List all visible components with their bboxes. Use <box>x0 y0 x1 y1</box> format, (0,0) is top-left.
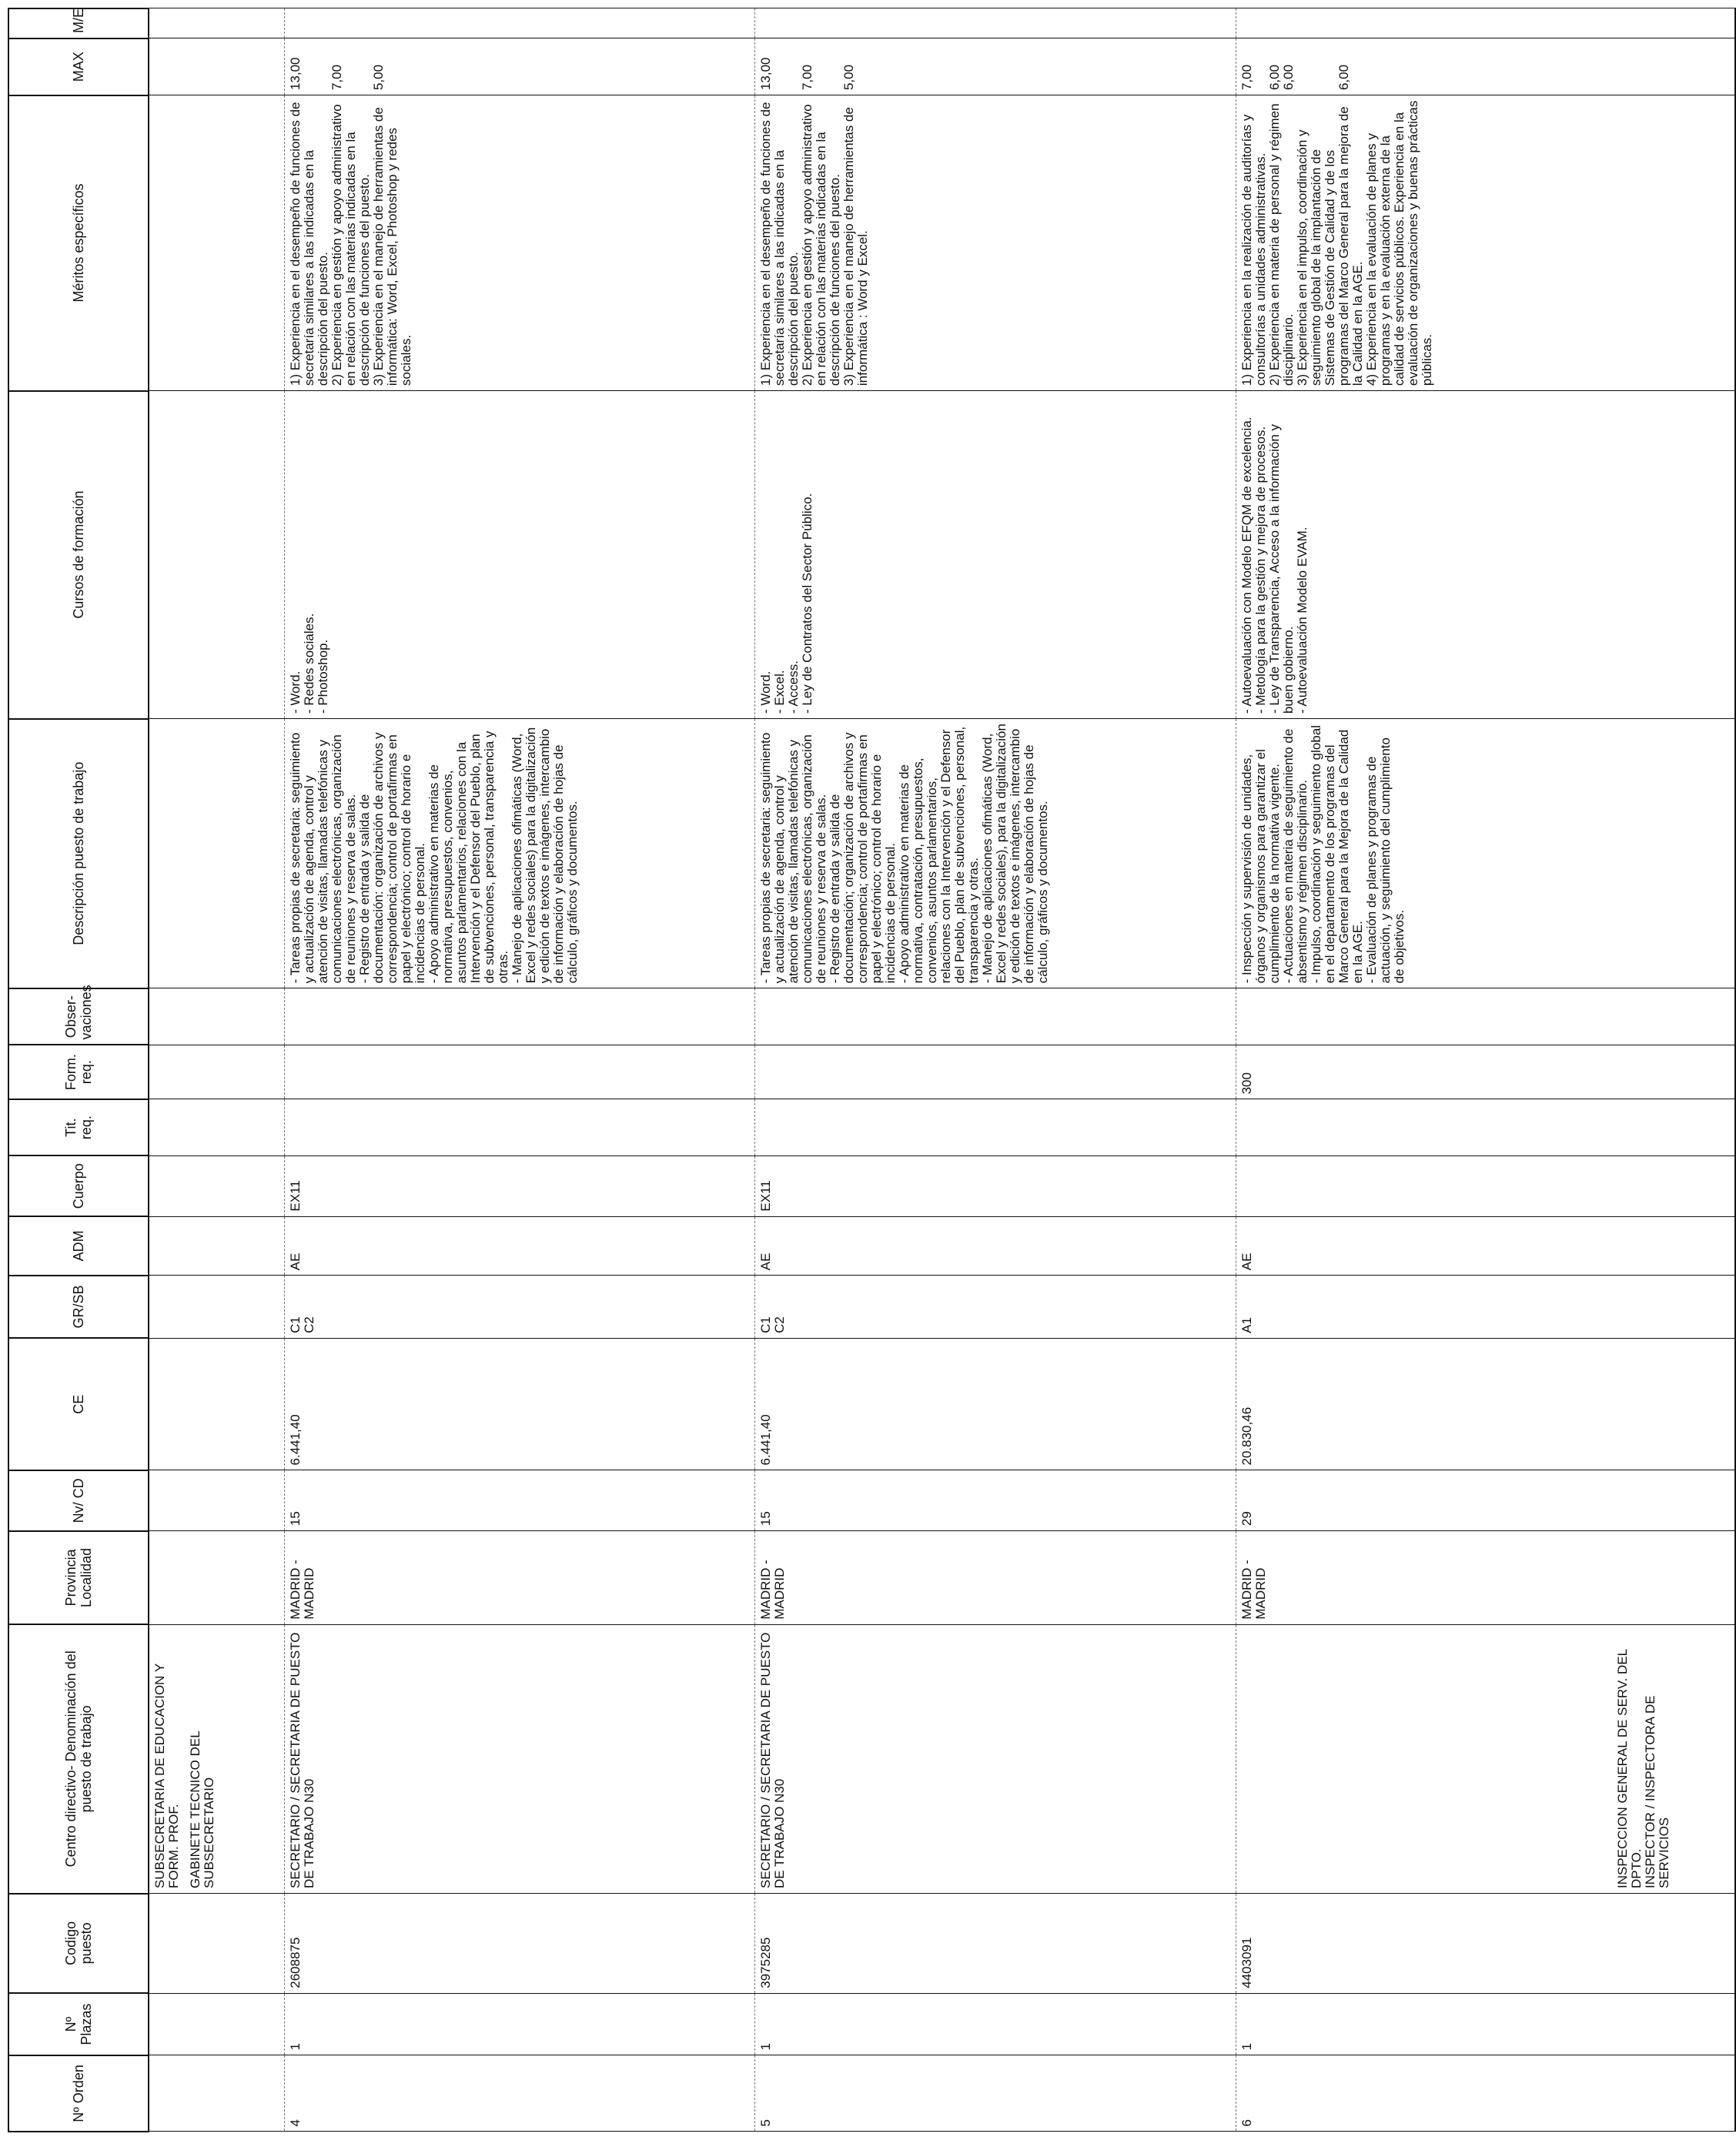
curso-item: - Redes sociales. <box>301 613 316 714</box>
table-row <box>1236 8 1735 2132</box>
cell-cuerpo: EX11 <box>284 1155 754 1216</box>
cell-codigo: 3975285 <box>754 1894 1236 1994</box>
header-obs: Obser- vaciones <box>8 988 149 1045</box>
header-cuerpo: Cuerpo <box>8 1155 149 1216</box>
max-value: 5,00 <box>370 64 386 91</box>
header-meritos: Méritos específicos <box>8 95 149 391</box>
descripcion-item: - Manejo de aplicaciones ofimáticas (Word, Excel y redes sociales) para la digitalización y edición de textos e imágenes, intercambio de información y elaboración de hojas de cálculo, gráficos y documentos. <box>509 727 580 984</box>
cell-max <box>284 38 754 95</box>
cell-max <box>1236 38 1735 95</box>
cell-tit <box>1236 1099 1735 1156</box>
cell-grsb <box>754 1276 1236 1339</box>
merito-item: 1) Experiencia en la realización de auditorías y consultorías a unidades administrativas. <box>1239 114 1268 386</box>
header-form: Form. req. <box>8 1045 149 1099</box>
group-centro-2: GABINETE TECNICO DEL SUBSECRETARIO <box>188 1731 216 1889</box>
cell-empty <box>149 1155 284 1216</box>
merito-item: 3) Experiencia en el manejo de herramientas de informática : Word y Excel. <box>841 107 870 386</box>
cell-adm: AE <box>284 1216 754 1276</box>
cell-empty <box>149 1470 284 1531</box>
curso-item: - Ley de Contratos del Sector Público. <box>799 493 814 714</box>
cell-obs <box>1236 988 1735 1045</box>
cell-empty <box>149 8 284 38</box>
cell-descripcion <box>754 719 1236 988</box>
header-max: MAX <box>8 38 149 95</box>
cell-ce: 6.441,40 <box>284 1338 754 1470</box>
cell-centro <box>754 1624 1236 1893</box>
cell-plazas: 1 <box>1236 1993 1735 2055</box>
cell-empty <box>149 1045 284 1099</box>
cell-adm: AE <box>754 1216 1236 1276</box>
cell-obs <box>754 988 1236 1045</box>
cell-cursos <box>284 391 754 719</box>
curso-item: - Access. <box>785 660 801 714</box>
cell-form <box>284 1045 754 1099</box>
descripcion-item: - Manejo de aplicaciones ofimáticas (Word, Excel y redes sociales), para la digitalización y edición de textos e imágenes, intercambio de información y elaboración de hojas de cálculo, gráficos y documentos. <box>979 724 1050 984</box>
cell-empty <box>149 95 284 391</box>
cell-plazas: 1 <box>284 1993 754 2055</box>
cell-empty <box>149 1894 284 1994</box>
cell-nivel: 15 <box>754 1470 1236 1531</box>
cell-subgrupo: C2 <box>301 1316 316 1333</box>
merito-item: 1) Experiencia en el desempeño de funciones de secretaría similares a las indicadas en la descripción del puesto. <box>758 102 801 386</box>
group-centro-cell <box>149 1624 284 1893</box>
descripcion-item: - Impulso, coordinación y seguimiento global en el departamento de los programas del Marco General para la Mejora de la Calidad en la AGE. <box>1308 724 1365 984</box>
cell-form <box>754 1045 1236 1099</box>
cell-grupo: A1 <box>1239 1317 1254 1333</box>
cell-grupo: C1 <box>287 1316 303 1333</box>
max-value: 5,00 <box>841 64 856 91</box>
cell-codigo: 4403091 <box>1236 1894 1735 1994</box>
cell-max <box>754 38 1236 95</box>
max-value: 13,00 <box>287 57 303 91</box>
merito-item: 2) Experiencia en materia de personal y régimen disciplinario. <box>1266 103 1296 386</box>
cell-obs <box>284 988 754 1045</box>
header-provincia: Provincia Localidad <box>8 1531 149 1625</box>
cell-orden: 4 <box>284 2055 754 2132</box>
cell-tit <box>754 1099 1236 1156</box>
header-plazas: Nº Plazas <box>8 1993 149 2055</box>
cell-subgrupo: C2 <box>771 1316 787 1333</box>
cell-cuerpo <box>1236 1155 1735 1216</box>
max-value: 13,00 <box>758 57 773 91</box>
header-ce: CE <box>8 1338 149 1470</box>
cell-adm: AE <box>1236 1216 1735 1276</box>
descripcion-item: - Evaluación de planes y programas de actuación, y seguimiento del cumplimiento de objetivos. <box>1363 737 1407 984</box>
group-centro-1: SUBSECRETARIA DE EDUCACION Y FORM. PROF. <box>152 1664 181 1889</box>
cell-denominacion: SECRETARIO / SECRETARIA DE PUESTO DE TRABAJO N30 <box>758 1632 787 1889</box>
cell-orden: 6 <box>1236 2055 1735 2132</box>
curso-item: - Ley de Transparencia, Acceso a la información y buen gobierno. <box>1266 423 1296 714</box>
merito-item: 2) Experiencia en gestión y apoyo administrativo en relación con las materias indicadas en la descripción de funciones del puesto. <box>799 104 842 386</box>
merito-item: 3) Experiencia en el impulso, coordinación y seguimiento global de la implantación de Sistemas de Gestión de Calidad y de los programas del Marco General para la mejora de la Calidad en la AGE. <box>1294 106 1365 386</box>
header-cursos: Cursos de formación <box>8 391 149 719</box>
descripcion-item: - Apoyo administrativo en materias de normativa, presupuestos, convenios, asuntos parlamentarios, relaciones con la Intervención y el Defensor del Pueblo, plan de subvenciones, personal, transparencia y otras. <box>426 731 510 984</box>
cell-empty <box>149 719 284 988</box>
descripcion-item: - Tareas propias de secretaria: seguimiento y actualización de agenda, control y atención de visitas, llamadas telefónicas y comunicaciones electrónicas, organización de reuniones y reserva de salas. <box>287 732 358 984</box>
cell-descripcion <box>284 719 754 988</box>
cell-empty <box>149 391 284 719</box>
header-adm: ADM <box>8 1216 149 1276</box>
max-value: 6,00 <box>1266 64 1282 91</box>
descripcion-item: - Registro de entrada y salida de documentación; organización de archivos y correspondencia; control de portafirmas en papel y electrónico; control de horario e incidencias de personal. <box>827 732 898 984</box>
cell-meritos <box>1236 95 1735 391</box>
cell-form: 300 <box>1236 1045 1735 1099</box>
header-orden: Nº Orden <box>8 2055 149 2132</box>
merito-item: 4) Experiencia en la evaluación de planes y programas y en la evaluación externa de la calidad de servicios públicos. Experiencia en la evaluación de organizaciones y buenas prácticas públicas. <box>1363 100 1434 386</box>
cell-centro <box>284 1624 754 1893</box>
cell-provincia: MADRID - MADRID <box>284 1531 754 1625</box>
header-descripcion: Descripción puesto de trabajo <box>8 719 149 988</box>
max-value: 7,00 <box>329 64 344 91</box>
descripcion-item: - Inspección y supervisión de unidades, órganos y organismos para garantizar el cumplimiento de la normativa vigente. <box>1239 749 1282 984</box>
cell-ce: 20.830,46 <box>1236 1338 1735 1470</box>
header-codigo: Codigo puesto <box>8 1894 149 1994</box>
cell-plazas: 1 <box>754 1993 1236 2055</box>
cell-me <box>284 8 754 38</box>
cell-empty <box>149 1099 284 1156</box>
max-value: 6,00 <box>1280 64 1296 91</box>
header-me: M/E <box>8 8 149 38</box>
cell-centro-directivo: INSPECCION GENERAL DE SERV. DEL DPTO. <box>1614 1649 1644 1889</box>
cell-ce: 6.441,40 <box>754 1338 1236 1470</box>
curso-item: - Word. <box>758 671 773 714</box>
cell-empty <box>149 1338 284 1470</box>
cell-empty <box>149 1531 284 1625</box>
table-row <box>284 8 754 2132</box>
descripcion-item: - Apoyo administrativo en materias de normativa, contratación, presupuestos, convenios, asuntos parlamentarios, relaciones con la Intervención y el Defensor del Pueblo, plan de subvenciones, personal, transparencia y otras. <box>896 726 981 984</box>
cell-grupo: C1 <box>758 1316 773 1333</box>
cell-nivel: 29 <box>1236 1470 1735 1531</box>
cell-empty <box>149 2055 284 2132</box>
curso-item: - Autoevaluación Modelo EVAM. <box>1294 527 1310 714</box>
cell-empty <box>149 988 284 1045</box>
header-grsb: GR/SB <box>8 1276 149 1339</box>
cell-denominacion: SECRETARIO / SECRETARIA DE PUESTO DE TRABAJO N30 <box>287 1632 316 1889</box>
cell-meritos <box>754 95 1236 391</box>
merito-item: 2) Experiencia en gestión y apoyo administrativo en relación con las materias indicadas en la descripción de funciones del puesto. <box>329 104 372 386</box>
max-value: 7,00 <box>1239 64 1254 91</box>
curso-item: - Autoevaluación con Modelo EFQM de excelencia. <box>1239 416 1254 714</box>
max-value: 7,00 <box>799 64 814 91</box>
cell-cuerpo: EX11 <box>754 1155 1236 1216</box>
descripcion-item: - Registro de entrada y salida de documentación: organización de archivos y correspondencia; control de portafirmas en papel y electrónico; control de horario e incidencias de personal. <box>356 732 427 984</box>
header-nivel: Nv/ CD <box>8 1470 149 1531</box>
cell-empty <box>149 38 284 95</box>
descripcion-item: - Actuaciones en materia de seguimiento de absentismo y régimen disciplinario. <box>1280 728 1310 984</box>
cell-cursos <box>754 391 1236 719</box>
curso-item: - Word. <box>287 671 303 714</box>
cell-empty <box>149 1276 284 1339</box>
cell-centro <box>1236 1624 1735 1893</box>
table-row <box>754 8 1236 2132</box>
cell-denominacion: INSPECTOR / INSPECTORA DE SERVICIOS <box>1642 1695 1671 1889</box>
descripcion-item: - Tareas propias de secretaria: seguimiento y actualización de agenda, control y atención de visitas, llamadas telefónicas y comunicaciones electrónicas, organización de reuniones y reserva de salas. <box>758 732 828 984</box>
cell-empty <box>149 1216 284 1276</box>
job-positions-table <box>8 8 1736 2132</box>
cell-grsb <box>1236 1276 1735 1339</box>
header-tit: Tit. req. <box>8 1099 149 1156</box>
cell-descripcion <box>1236 719 1735 988</box>
cell-meritos <box>284 95 754 391</box>
cell-me <box>1236 8 1735 38</box>
cell-nivel: 15 <box>284 1470 754 1531</box>
header-centro: Centro directivo- Denominación del puesto de trabajo <box>8 1624 149 1893</box>
cell-grsb <box>284 1276 754 1339</box>
cell-tit <box>284 1099 754 1156</box>
cell-empty <box>149 1993 284 2055</box>
cell-cursos <box>1236 391 1735 719</box>
header-row <box>8 8 149 2132</box>
merito-item: 1) Experiencia en el desempeño de funciones de secretaría similares a las indicadas en la descripción del puesto. <box>287 102 330 386</box>
group-row <box>149 8 284 2132</box>
cell-provincia: MADRID - MADRID <box>754 1531 1236 1625</box>
merito-item: 3) Experiencia en el manejo de herramientas de informática: Word, Excel, Photoshop y redes sociales. <box>370 107 413 386</box>
max-value: 6,00 <box>1336 64 1351 91</box>
curso-item: - Photoshop. <box>315 639 330 714</box>
cell-provincia: MADRID - MADRID <box>1236 1531 1735 1625</box>
curso-item: - Metología para la gestión y mejora de procesos. <box>1253 426 1268 714</box>
cell-codigo: 2608875 <box>284 1894 754 1994</box>
cell-orden: 5 <box>754 2055 1236 2132</box>
cell-me <box>754 8 1236 38</box>
curso-item: - Excel. <box>771 670 787 714</box>
